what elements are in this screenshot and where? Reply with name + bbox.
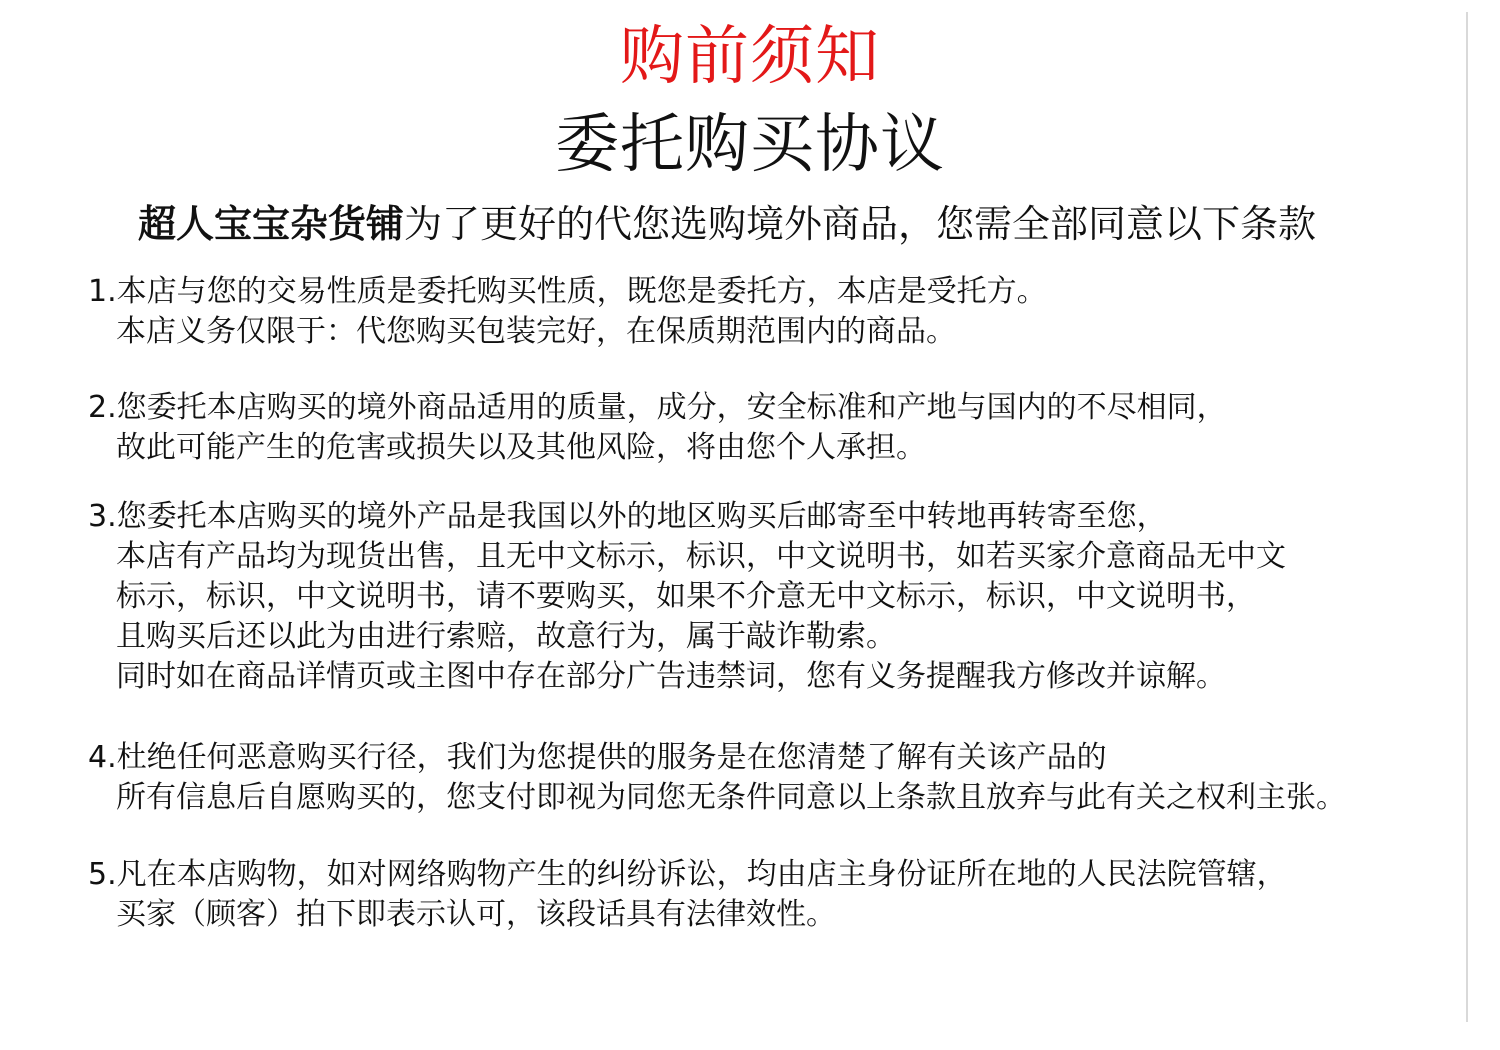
right-divider: [1466, 12, 1468, 1022]
clause-5-line-1: 5.凡在本店购物，如对网络购物产生的纠纷诉讼，均由店主身份证所在地的人民法院管辖，: [88, 857, 1287, 892]
clause-3-line-1: 3.您委托本店购买的境外产品是我国以外的地区购买后邮寄至中转地再转寄至您，: [88, 499, 1167, 534]
clause-3-line-3: 标示，标识，中文说明书，请不要购买，如果不介意无中文标示，标识，中文说明书，: [116, 579, 1256, 614]
agreement-subtitle: 委托购买协议: [555, 108, 945, 182]
clause-3-line-4: 且购买后还以此为由进行索赔，故意行为，属于敲诈勒索。: [116, 619, 896, 654]
clause-5-line-2: 买家（顾客）拍下即表示认可，该段话具有法律效性。: [116, 897, 836, 932]
clause-4: [88, 738, 1448, 818]
intro-text: 为了更好的代您选购境外商品，您需全部同意以下条款: [404, 202, 1317, 246]
clause-4-line-1: 4.杜绝任何恶意购买行径，我们为您提供的服务是在您清楚了解有关该产品的: [88, 740, 1107, 775]
notice-title: 购前须知: [620, 20, 880, 94]
clause-3-line-2: 本店有产品均为现货出售，且无中文标示，标识，中文说明书，如若买家介意商品无中文: [116, 539, 1286, 574]
intro-statement: [138, 198, 1438, 250]
clause-2: [88, 388, 1448, 468]
clause-4-line-2: 所有信息后自愿购买的，您支付即视为同您无条件同意以上条款且放弃与此有关之权利主张。: [116, 780, 1346, 815]
clause-1-line-1: 1.本店与您的交易性质是委托购买性质，既您是委托方，本店是受托方。: [88, 274, 1047, 309]
clause-2-line-1: 2.您委托本店购买的境外商品适用的质量，成分，安全标准和产地与国内的不尽相同，: [88, 390, 1227, 425]
clause-3-line-5: 同时如在商品详情页或主图中存在部分广告违禁词，您有义务提醒我方修改并谅解。: [116, 659, 1226, 694]
clause-5: [88, 855, 1448, 935]
clause-3: [88, 497, 1448, 697]
clause-2-line-2: 故此可能产生的危害或损失以及其他风险，将由您个人承担。: [116, 430, 926, 465]
shop-name: 超人宝宝杂货铺: [138, 201, 405, 246]
clause-1: [88, 272, 1448, 352]
clause-1-line-2: 本店义务仅限于：代您购买包装完好，在保质期范围内的商品。: [116, 314, 956, 349]
